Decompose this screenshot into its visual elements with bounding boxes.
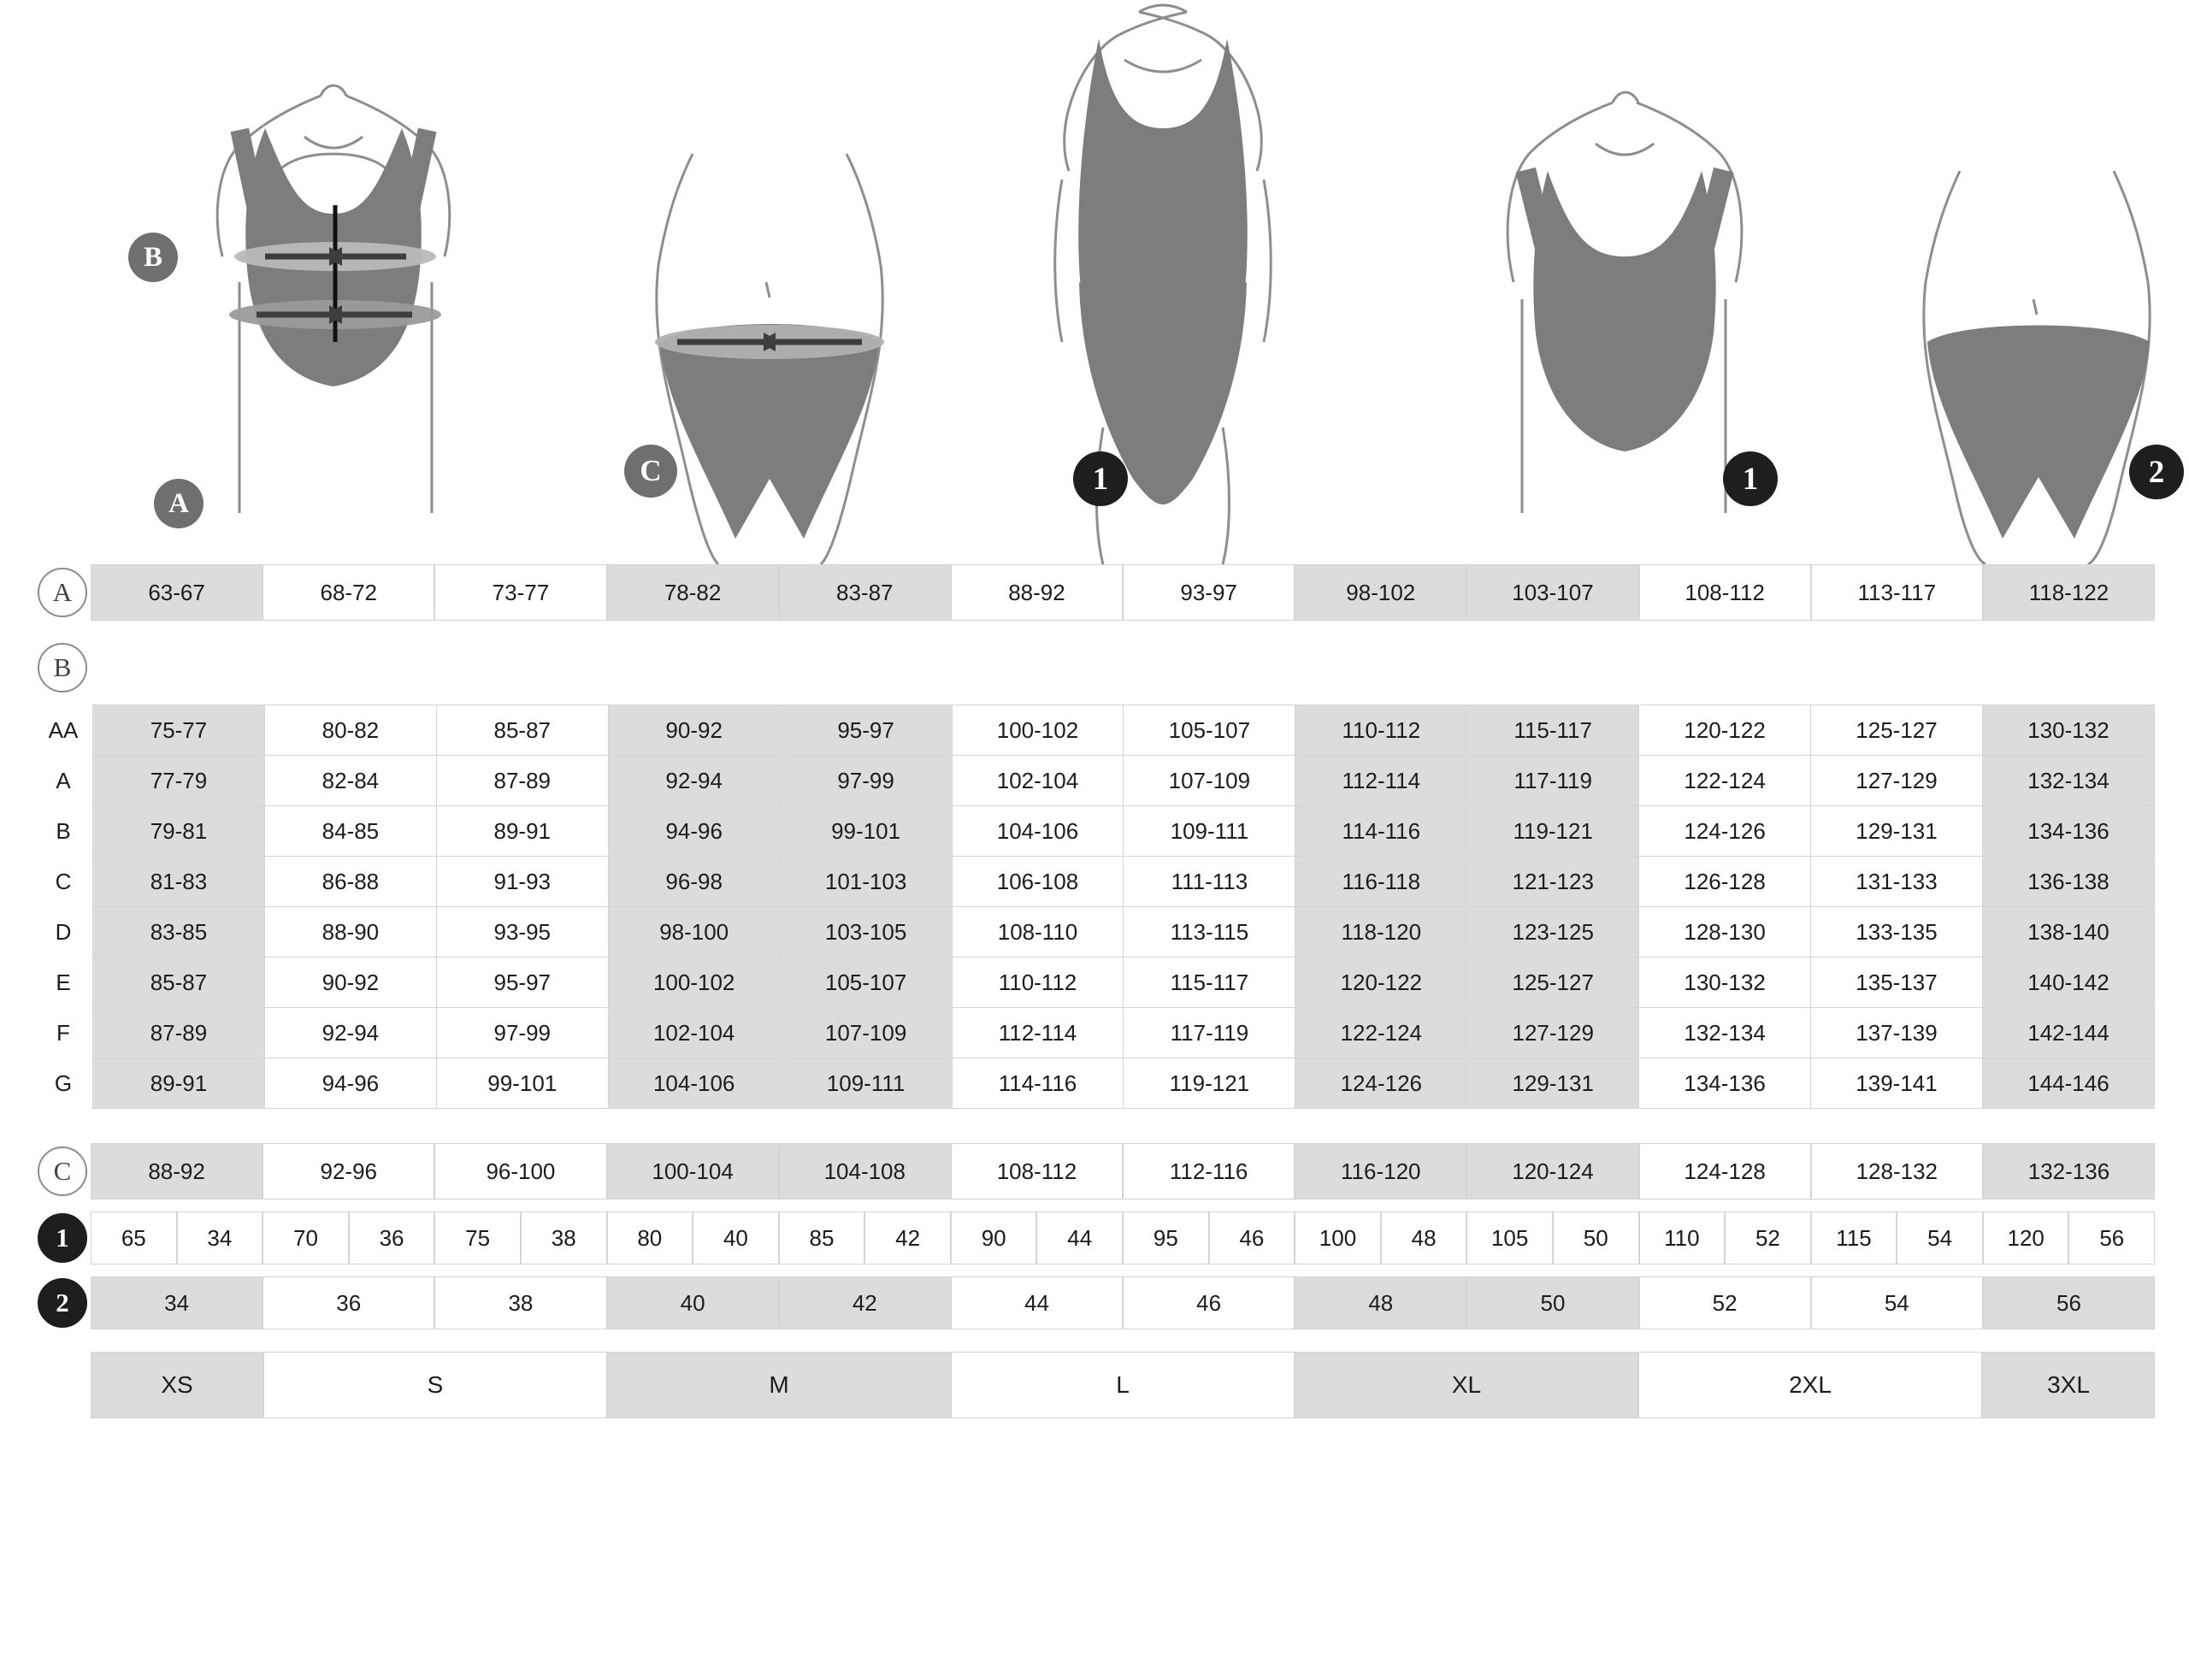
cell-a-3: 73-77 bbox=[434, 564, 606, 621]
row-sizes-cells bbox=[91, 1352, 2155, 1418]
cell-b-b-8: 114-116 bbox=[1295, 806, 1467, 857]
cell-2-10: 52 bbox=[1639, 1276, 1811, 1329]
cell-b-e-5: 105-107 bbox=[780, 958, 952, 1008]
figure-swimsuit bbox=[966, 0, 1360, 564]
cell-b-b-6: 104-106 bbox=[952, 806, 1124, 857]
cell-b-f-3: 97-99 bbox=[436, 1008, 608, 1058]
cup-label-g: G bbox=[34, 1058, 93, 1109]
cell-2-1: 34 bbox=[91, 1276, 263, 1329]
cell-1-eu-10: 110 bbox=[1639, 1211, 1726, 1264]
cell-b-d-10: 128-130 bbox=[1639, 907, 1811, 958]
row-2-label: 2 bbox=[38, 1278, 87, 1328]
cell-b-e-11: 135-137 bbox=[1811, 958, 1983, 1008]
cell-b-b-3: 89-91 bbox=[436, 806, 608, 857]
cell-1-eu-4: 80 bbox=[607, 1211, 693, 1264]
marker-b-badge: B bbox=[128, 233, 178, 282]
cell-1-eu-2: 70 bbox=[263, 1211, 349, 1264]
row-a bbox=[34, 564, 2155, 621]
cell-b-g-3: 99-101 bbox=[436, 1058, 608, 1109]
cell-1-pair-2 bbox=[263, 1211, 434, 1264]
row-1-cells bbox=[91, 1211, 2155, 1264]
cell-b-g-8: 124-126 bbox=[1295, 1058, 1467, 1109]
cell-b-d-1: 83-85 bbox=[93, 907, 265, 958]
cell-b-g-12: 144-146 bbox=[1982, 1058, 2154, 1109]
cell-b-f-4: 102-104 bbox=[608, 1008, 780, 1058]
cell-b-b-1: 79-81 bbox=[93, 806, 265, 857]
cell-b-g-1: 89-91 bbox=[93, 1058, 265, 1109]
row-2-label-wrap bbox=[34, 1276, 91, 1329]
cell-1-pair-11 bbox=[1811, 1211, 1983, 1264]
cell-a-4: 78-82 bbox=[607, 564, 779, 621]
cell-c-7: 112-116 bbox=[1123, 1143, 1295, 1200]
cell-1-eu-8: 100 bbox=[1295, 1211, 1381, 1264]
cell-a-9: 103-107 bbox=[1466, 564, 1638, 621]
cell-b-e-7: 115-117 bbox=[1124, 958, 1295, 1008]
cell-b-a-5: 97-99 bbox=[780, 756, 952, 806]
cell-c-10: 124-128 bbox=[1639, 1143, 1811, 1200]
cell-b-a-10: 122-124 bbox=[1639, 756, 1811, 806]
cell-b-c-1: 81-83 bbox=[93, 857, 265, 907]
cell-1-us-9: 50 bbox=[1553, 1211, 1639, 1264]
cell-2-4: 40 bbox=[607, 1276, 779, 1329]
cell-2-12: 56 bbox=[1983, 1276, 2155, 1329]
cell-b-g-6: 114-116 bbox=[952, 1058, 1124, 1109]
cell-b-b-9: 119-121 bbox=[1467, 806, 1639, 857]
cell-a-1: 63-67 bbox=[91, 564, 263, 621]
cup-label-f: F bbox=[34, 1008, 93, 1058]
row-a-label: A bbox=[38, 568, 87, 617]
cell-b-aa-12: 130-132 bbox=[1982, 705, 2154, 756]
cell-1-pair-12 bbox=[1983, 1211, 2155, 1264]
cell-size-3xl: 3XL bbox=[1982, 1352, 2155, 1418]
marker-2-brief-badge: 2 bbox=[2129, 445, 2184, 499]
cell-b-aa-2: 80-82 bbox=[264, 705, 436, 756]
row-1 bbox=[34, 1211, 2155, 1264]
cell-c-4: 100-104 bbox=[607, 1143, 779, 1200]
cell-1-us-10: 52 bbox=[1725, 1211, 1811, 1264]
cell-a-6: 88-92 bbox=[951, 564, 1123, 621]
cell-1-pair-10 bbox=[1639, 1211, 1811, 1264]
cell-a-7: 93-97 bbox=[1123, 564, 1295, 621]
table-row bbox=[34, 857, 2155, 907]
cell-b-aa-5: 95-97 bbox=[780, 705, 952, 756]
cell-1-eu-11: 115 bbox=[1811, 1211, 1897, 1264]
cell-1-pair-8 bbox=[1295, 1211, 1466, 1264]
cell-1-pair-9 bbox=[1466, 1211, 1638, 1264]
cell-b-f-7: 117-119 bbox=[1124, 1008, 1295, 1058]
cell-b-a-2: 82-84 bbox=[264, 756, 436, 806]
cell-b-d-6: 108-110 bbox=[952, 907, 1124, 958]
cell-b-g-2: 94-96 bbox=[264, 1058, 436, 1109]
cell-b-f-11: 137-139 bbox=[1811, 1008, 1983, 1058]
figure-brief bbox=[1873, 0, 2189, 564]
cell-b-d-8: 118-120 bbox=[1295, 907, 1467, 958]
cell-b-f-6: 112-114 bbox=[952, 1008, 1124, 1058]
row-a-label-wrap bbox=[34, 564, 91, 621]
cell-b-aa-1: 75-77 bbox=[93, 705, 265, 756]
row-2-cells bbox=[91, 1276, 2155, 1329]
cell-b-d-9: 123-125 bbox=[1467, 907, 1639, 958]
cell-1-us-7: 46 bbox=[1209, 1211, 1295, 1264]
cell-b-b-2: 84-85 bbox=[264, 806, 436, 857]
cell-b-a-3: 87-89 bbox=[436, 756, 608, 806]
cell-b-g-10: 134-136 bbox=[1639, 1058, 1811, 1109]
cell-c-5: 104-108 bbox=[779, 1143, 951, 1200]
row-2 bbox=[34, 1276, 2155, 1329]
cell-2-3: 38 bbox=[434, 1276, 606, 1329]
cell-size-m: M bbox=[607, 1352, 951, 1418]
cell-b-d-11: 133-135 bbox=[1811, 907, 1983, 958]
cell-c-6: 108-112 bbox=[951, 1143, 1123, 1200]
cell-b-e-2: 90-92 bbox=[264, 958, 436, 1008]
cell-b-c-7: 111-113 bbox=[1124, 857, 1295, 907]
cell-b-d-7: 113-115 bbox=[1124, 907, 1295, 958]
row-1-label-wrap bbox=[34, 1211, 91, 1264]
cell-1-eu-1: 65 bbox=[91, 1211, 177, 1264]
cell-b-e-3: 95-97 bbox=[436, 958, 608, 1008]
cell-1-eu-7: 95 bbox=[1123, 1211, 1209, 1264]
cell-1-pair-6 bbox=[951, 1211, 1123, 1264]
table-row bbox=[34, 756, 2155, 806]
cell-1-us-3: 38 bbox=[521, 1211, 607, 1264]
cell-1-eu-6: 90 bbox=[951, 1211, 1037, 1264]
cell-1-eu-9: 105 bbox=[1466, 1211, 1553, 1264]
cell-size-xs: XS bbox=[91, 1352, 263, 1418]
cell-1-us-11: 54 bbox=[1897, 1211, 1983, 1264]
cell-b-b-12: 134-136 bbox=[1982, 806, 2154, 857]
cell-b-a-7: 107-109 bbox=[1124, 756, 1295, 806]
cell-b-a-9: 117-119 bbox=[1467, 756, 1639, 806]
cell-b-g-4: 104-106 bbox=[608, 1058, 780, 1109]
cell-b-a-12: 132-134 bbox=[1982, 756, 2154, 806]
table-row bbox=[34, 705, 2155, 756]
cup-size-table bbox=[34, 704, 2155, 1109]
cell-b-e-1: 85-87 bbox=[93, 958, 265, 1008]
marker-c-badge: C bbox=[624, 445, 677, 498]
cell-2-11: 54 bbox=[1811, 1276, 1983, 1329]
cell-b-c-6: 106-108 bbox=[952, 857, 1124, 907]
cell-2-5: 42 bbox=[779, 1276, 951, 1329]
cell-c-1: 88-92 bbox=[91, 1143, 263, 1200]
cell-b-b-11: 129-131 bbox=[1811, 806, 1983, 857]
cell-a-12: 118-122 bbox=[1983, 564, 2155, 621]
row-sizes-label-wrap bbox=[34, 1352, 91, 1418]
cell-2-7: 46 bbox=[1123, 1276, 1295, 1329]
cell-b-aa-6: 100-102 bbox=[952, 705, 1124, 756]
cell-b-c-5: 101-103 bbox=[780, 857, 952, 907]
illustration-row bbox=[34, 0, 2165, 564]
cell-b-a-1: 77-79 bbox=[93, 756, 265, 806]
cell-c-9: 120-124 bbox=[1466, 1143, 1638, 1200]
cell-b-aa-8: 110-112 bbox=[1295, 705, 1467, 756]
cell-b-aa-4: 90-92 bbox=[608, 705, 780, 756]
cell-size-l: L bbox=[951, 1352, 1295, 1418]
table-row bbox=[34, 907, 2155, 958]
cell-1-us-4: 40 bbox=[693, 1211, 779, 1264]
cell-1-pair-7 bbox=[1123, 1211, 1295, 1264]
cell-b-b-10: 124-126 bbox=[1639, 806, 1811, 857]
cell-2-8: 48 bbox=[1295, 1276, 1466, 1329]
cell-b-c-10: 126-128 bbox=[1639, 857, 1811, 907]
cell-b-aa-11: 125-127 bbox=[1811, 705, 1983, 756]
cell-b-f-5: 107-109 bbox=[780, 1008, 952, 1058]
table-row bbox=[34, 1058, 2155, 1109]
cell-1-pair-3 bbox=[434, 1211, 606, 1264]
marker-1-swimsuit-badge: 1 bbox=[1073, 451, 1128, 506]
cell-size-xl: XL bbox=[1295, 1352, 1638, 1418]
marker-a-badge: A bbox=[154, 479, 204, 528]
figure-hip-measure bbox=[599, 0, 941, 564]
row-letter-sizes bbox=[34, 1352, 2155, 1418]
row-c-label-wrap bbox=[34, 1143, 91, 1200]
cell-b-f-12: 142-144 bbox=[1982, 1008, 2154, 1058]
cell-b-c-3: 91-93 bbox=[436, 857, 608, 907]
cell-b-f-9: 127-129 bbox=[1467, 1008, 1639, 1058]
figure-bust-measure bbox=[137, 0, 539, 564]
cell-b-d-2: 88-90 bbox=[264, 907, 436, 958]
cell-b-c-8: 116-118 bbox=[1295, 857, 1467, 907]
row-c bbox=[34, 1143, 2155, 1200]
cell-b-g-11: 139-141 bbox=[1811, 1058, 1983, 1109]
cell-b-a-8: 112-114 bbox=[1295, 756, 1467, 806]
cell-c-12: 132-136 bbox=[1983, 1143, 2155, 1200]
row-b-label-block bbox=[34, 643, 2155, 693]
cell-b-aa-3: 85-87 bbox=[436, 705, 608, 756]
row-c-cells bbox=[91, 1143, 2155, 1200]
cell-b-e-9: 125-127 bbox=[1467, 958, 1639, 1008]
row-c-label: C bbox=[38, 1147, 87, 1196]
table-row bbox=[34, 1008, 2155, 1058]
cell-1-us-1: 34 bbox=[177, 1211, 263, 1264]
cell-1-pair-1 bbox=[91, 1211, 263, 1264]
figure-bra bbox=[1419, 0, 1830, 564]
cell-b-c-12: 136-138 bbox=[1982, 857, 2154, 907]
table-row bbox=[34, 958, 2155, 1008]
cell-1-pair-5 bbox=[779, 1211, 951, 1264]
cell-b-e-10: 130-132 bbox=[1639, 958, 1811, 1008]
cell-c-11: 128-132 bbox=[1811, 1143, 1983, 1200]
row-b-label: B bbox=[38, 643, 87, 693]
cell-b-c-2: 86-88 bbox=[264, 857, 436, 907]
cell-b-g-7: 119-121 bbox=[1124, 1058, 1295, 1109]
table-row bbox=[34, 806, 2155, 857]
cell-b-e-4: 100-102 bbox=[608, 958, 780, 1008]
cell-1-us-12: 56 bbox=[2068, 1211, 2155, 1264]
cell-b-aa-9: 115-117 bbox=[1467, 705, 1639, 756]
cell-2-2: 36 bbox=[263, 1276, 434, 1329]
cell-b-e-12: 140-142 bbox=[1982, 958, 2154, 1008]
cup-label-c: C bbox=[34, 857, 93, 907]
cell-1-pair-4 bbox=[607, 1211, 779, 1264]
cell-size-s: S bbox=[263, 1352, 607, 1418]
cell-c-8: 116-120 bbox=[1295, 1143, 1466, 1200]
cell-a-8: 98-102 bbox=[1295, 564, 1466, 621]
cell-b-g-5: 109-111 bbox=[780, 1058, 952, 1109]
cup-label-aa: AA bbox=[34, 705, 93, 756]
cup-label-e: E bbox=[34, 958, 93, 1008]
row-a-cells bbox=[91, 564, 2155, 621]
cell-b-f-2: 92-94 bbox=[264, 1008, 436, 1058]
cell-1-us-6: 44 bbox=[1036, 1211, 1123, 1264]
cell-b-d-4: 98-100 bbox=[608, 907, 780, 958]
cell-b-f-10: 132-134 bbox=[1639, 1008, 1811, 1058]
cup-label-d: D bbox=[34, 907, 93, 958]
cell-b-d-3: 93-95 bbox=[436, 907, 608, 958]
cell-b-a-4: 92-94 bbox=[608, 756, 780, 806]
cell-c-2: 92-96 bbox=[263, 1143, 434, 1200]
cell-1-eu-5: 85 bbox=[779, 1211, 865, 1264]
cell-1-eu-12: 120 bbox=[1983, 1211, 2069, 1264]
cell-b-b-4: 94-96 bbox=[608, 806, 780, 857]
row-b-label-wrap bbox=[34, 643, 91, 693]
cell-1-us-2: 36 bbox=[349, 1211, 435, 1264]
cell-b-aa-10: 120-122 bbox=[1639, 705, 1811, 756]
cell-c-3: 96-100 bbox=[434, 1143, 606, 1200]
cell-b-f-1: 87-89 bbox=[93, 1008, 265, 1058]
cell-1-eu-3: 75 bbox=[434, 1211, 521, 1264]
cell-2-6: 44 bbox=[951, 1276, 1123, 1329]
cup-label-a: A bbox=[34, 756, 93, 806]
cell-b-d-12: 138-140 bbox=[1982, 907, 2154, 958]
cell-b-a-11: 127-129 bbox=[1811, 756, 1983, 806]
cell-b-d-5: 103-105 bbox=[780, 907, 952, 958]
cell-b-e-6: 110-112 bbox=[952, 958, 1124, 1008]
row-1-label: 1 bbox=[38, 1213, 87, 1263]
cell-a-2: 68-72 bbox=[263, 564, 434, 621]
cell-b-f-8: 122-124 bbox=[1295, 1008, 1467, 1058]
cell-a-5: 83-87 bbox=[779, 564, 951, 621]
marker-1-bra-badge: 1 bbox=[1723, 451, 1778, 506]
cell-b-c-4: 96-98 bbox=[608, 857, 780, 907]
cell-b-b-5: 99-101 bbox=[780, 806, 952, 857]
cell-b-b-7: 109-111 bbox=[1124, 806, 1295, 857]
cell-b-a-6: 102-104 bbox=[952, 756, 1124, 806]
cup-label-b: B bbox=[34, 806, 93, 857]
cell-b-c-11: 131-133 bbox=[1811, 857, 1983, 907]
cell-2-9: 50 bbox=[1466, 1276, 1638, 1329]
cell-a-10: 108-112 bbox=[1639, 564, 1811, 621]
cell-b-g-9: 129-131 bbox=[1467, 1058, 1639, 1109]
cell-1-us-5: 42 bbox=[864, 1211, 951, 1264]
cell-b-c-9: 121-123 bbox=[1467, 857, 1639, 907]
cell-a-11: 113-117 bbox=[1811, 564, 1983, 621]
cell-size-2xl: 2XL bbox=[1638, 1352, 1982, 1418]
cell-1-us-8: 48 bbox=[1381, 1211, 1467, 1264]
cell-b-e-8: 120-122 bbox=[1295, 958, 1467, 1008]
cell-b-aa-7: 105-107 bbox=[1124, 705, 1295, 756]
